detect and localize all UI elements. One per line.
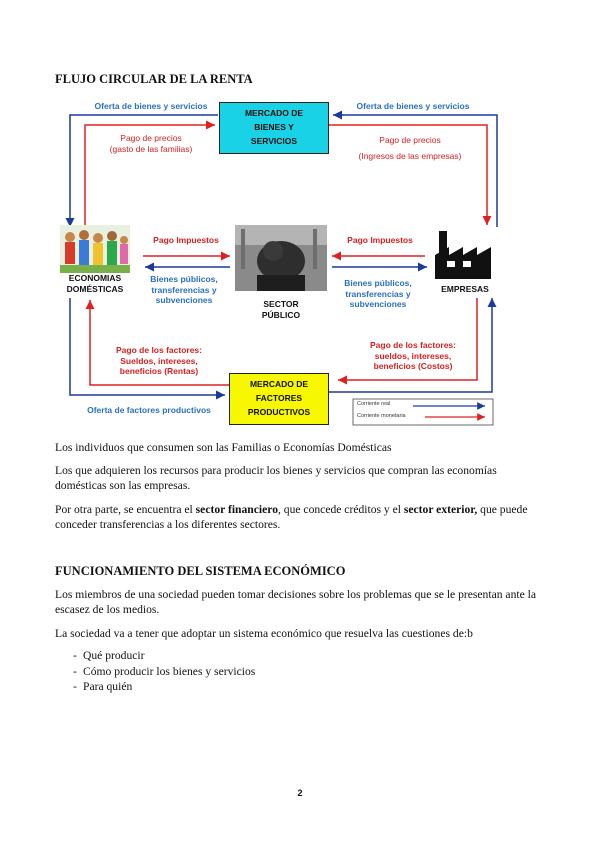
bienes-publicos-left-line1: Bienes públicos, [150, 274, 218, 284]
paragraph-familias: Los individuos que consumen son las Familias o Economías Domésticas [55, 441, 392, 454]
pago-factores-left-line2: Sueldos, intereses, [120, 355, 198, 366]
bienes-publicos-right-line1: Bienes públicos, [344, 278, 412, 288]
questions-list [55, 648, 535, 695]
sector-line1: SECTOR [263, 299, 299, 309]
paragraph-empresas: Los que adquieren los recursos para producir los bienes y servicios que compran las economías domésticas son las empresas. [55, 464, 497, 492]
section-title-funcionamiento: FUNCIONAMIENTO DEL SISTEMA ECONÓMICO [55, 564, 346, 578]
paragraph-sectores [55, 502, 545, 532]
pago-precios-left-line2: (gasto de las familias) [109, 143, 193, 154]
mercado-factores-line1: MERCADO DE [249, 379, 309, 389]
list-item [55, 664, 535, 680]
bienes-publicos-right-line3: subvenciones [349, 299, 407, 309]
oferta-bienes-left-label: Oferta de bienes y servicios [94, 101, 208, 111]
factory-icon [433, 229, 497, 281]
sector-publico-label [245, 299, 317, 320]
mercado-factores-line3: PRODUCTIVOS [247, 407, 311, 417]
pago-precios-right-line1: Pago de precios [379, 135, 441, 145]
pago-factores-left-line3: beneficios (Rentas) [119, 366, 199, 376]
paragraph-sociedad: La sociedad va a tener que adoptar un sistema económico que resuelva las cuestiones de:b [55, 627, 473, 640]
bienes-publicos-right-line2: transferencias y [345, 288, 411, 299]
pago-impuestos-left-label: Pago Impuestos [153, 235, 219, 245]
pago-precios-left-label [91, 133, 211, 154]
p3-sector-financiero: sector financiero [195, 503, 278, 516]
blue-arrow-bienes-to-familias [70, 115, 218, 227]
mercado-bienes-line3: SERVICIOS [250, 136, 298, 146]
pago-factores-right-line3: beneficios (Costos) [373, 361, 453, 371]
empresas-image [433, 229, 497, 281]
economias-line2: DOMÉSTICAS [66, 283, 124, 294]
list-item-text: Cómo producir los bienes y servicios [83, 664, 256, 678]
page-number: 2 [297, 788, 303, 798]
list-item-text: Qué producir [83, 649, 145, 662]
pago-precios-right-label [345, 135, 475, 161]
blue-arrow-empresas-to-bienes [333, 115, 497, 227]
bienes-publicos-left-line3: subvenciones [155, 295, 213, 305]
pago-precios-left-line1: Pago de precios [120, 133, 182, 143]
list-item [55, 679, 535, 695]
family-figures-icon [60, 225, 130, 273]
empresas-label: EMPRESAS [441, 284, 489, 294]
oferta-factores-label: Oferta de factores productivos [87, 405, 211, 415]
p3-sector-exterior: sector exterior, [403, 503, 478, 516]
mercado-bienes-line2: BIENES Y [254, 122, 294, 132]
economias-label [55, 273, 135, 294]
list-dash: - [73, 680, 77, 693]
legend-real-label: Corriente real [357, 401, 391, 407]
paragraph-miembros: Los miembros de una sociedad pueden tomar decisiones sobre los problemas que se le presentan ante la escasez de los medios. [55, 588, 536, 616]
legend-monetaria-label: Corriente monetaria [357, 413, 406, 419]
pago-factores-left-label [99, 345, 219, 377]
bienes-publicos-right-label [333, 278, 423, 310]
p3-text-c: , que concede créditos y el [278, 503, 404, 516]
mercado-bienes-line1: MERCADO DE [244, 108, 304, 118]
list-dash: - [73, 649, 77, 662]
mercado-factores-line2: FACTORES [255, 393, 303, 403]
list-dash: - [73, 664, 77, 678]
flujo-circular-diagram [55, 95, 560, 430]
sector-publico-image [235, 225, 327, 291]
p3-text-e: que puede conceder transferencias a los diferentes sectores. [55, 503, 528, 531]
section-title-flujo: FLUJO CIRCULAR DE LA RENTA [55, 72, 253, 86]
list-item [55, 648, 535, 664]
pago-factores-right-line2: sueldos, intereses, [374, 350, 452, 361]
familias-image [60, 225, 130, 273]
oferta-bienes-right-label: Oferta de bienes y servicios [356, 101, 470, 111]
lion-statue-icon [235, 225, 327, 291]
pago-factores-right-label [355, 340, 471, 372]
p3-text-a: Por otra parte, se encuentra el [55, 503, 196, 516]
mercado-bienes-box [219, 102, 329, 154]
economias-line1: ECONOMIAS [68, 273, 122, 283]
sector-line2: PÚBLICO [261, 309, 301, 320]
pago-factores-right-line1: Pago de los factores: [370, 340, 456, 350]
bienes-publicos-left-line2: transferencias y [151, 284, 217, 295]
bienes-publicos-left-label [139, 274, 229, 306]
pago-factores-left-line1: Pago de los factores: [116, 345, 202, 355]
mercado-factores-box [229, 373, 329, 425]
list-item-text: Para quién [83, 680, 133, 693]
pago-precios-right-line2: (Ingresos de las empresas) [358, 150, 462, 161]
pago-impuestos-right-label: Pago Impuestos [347, 235, 413, 245]
